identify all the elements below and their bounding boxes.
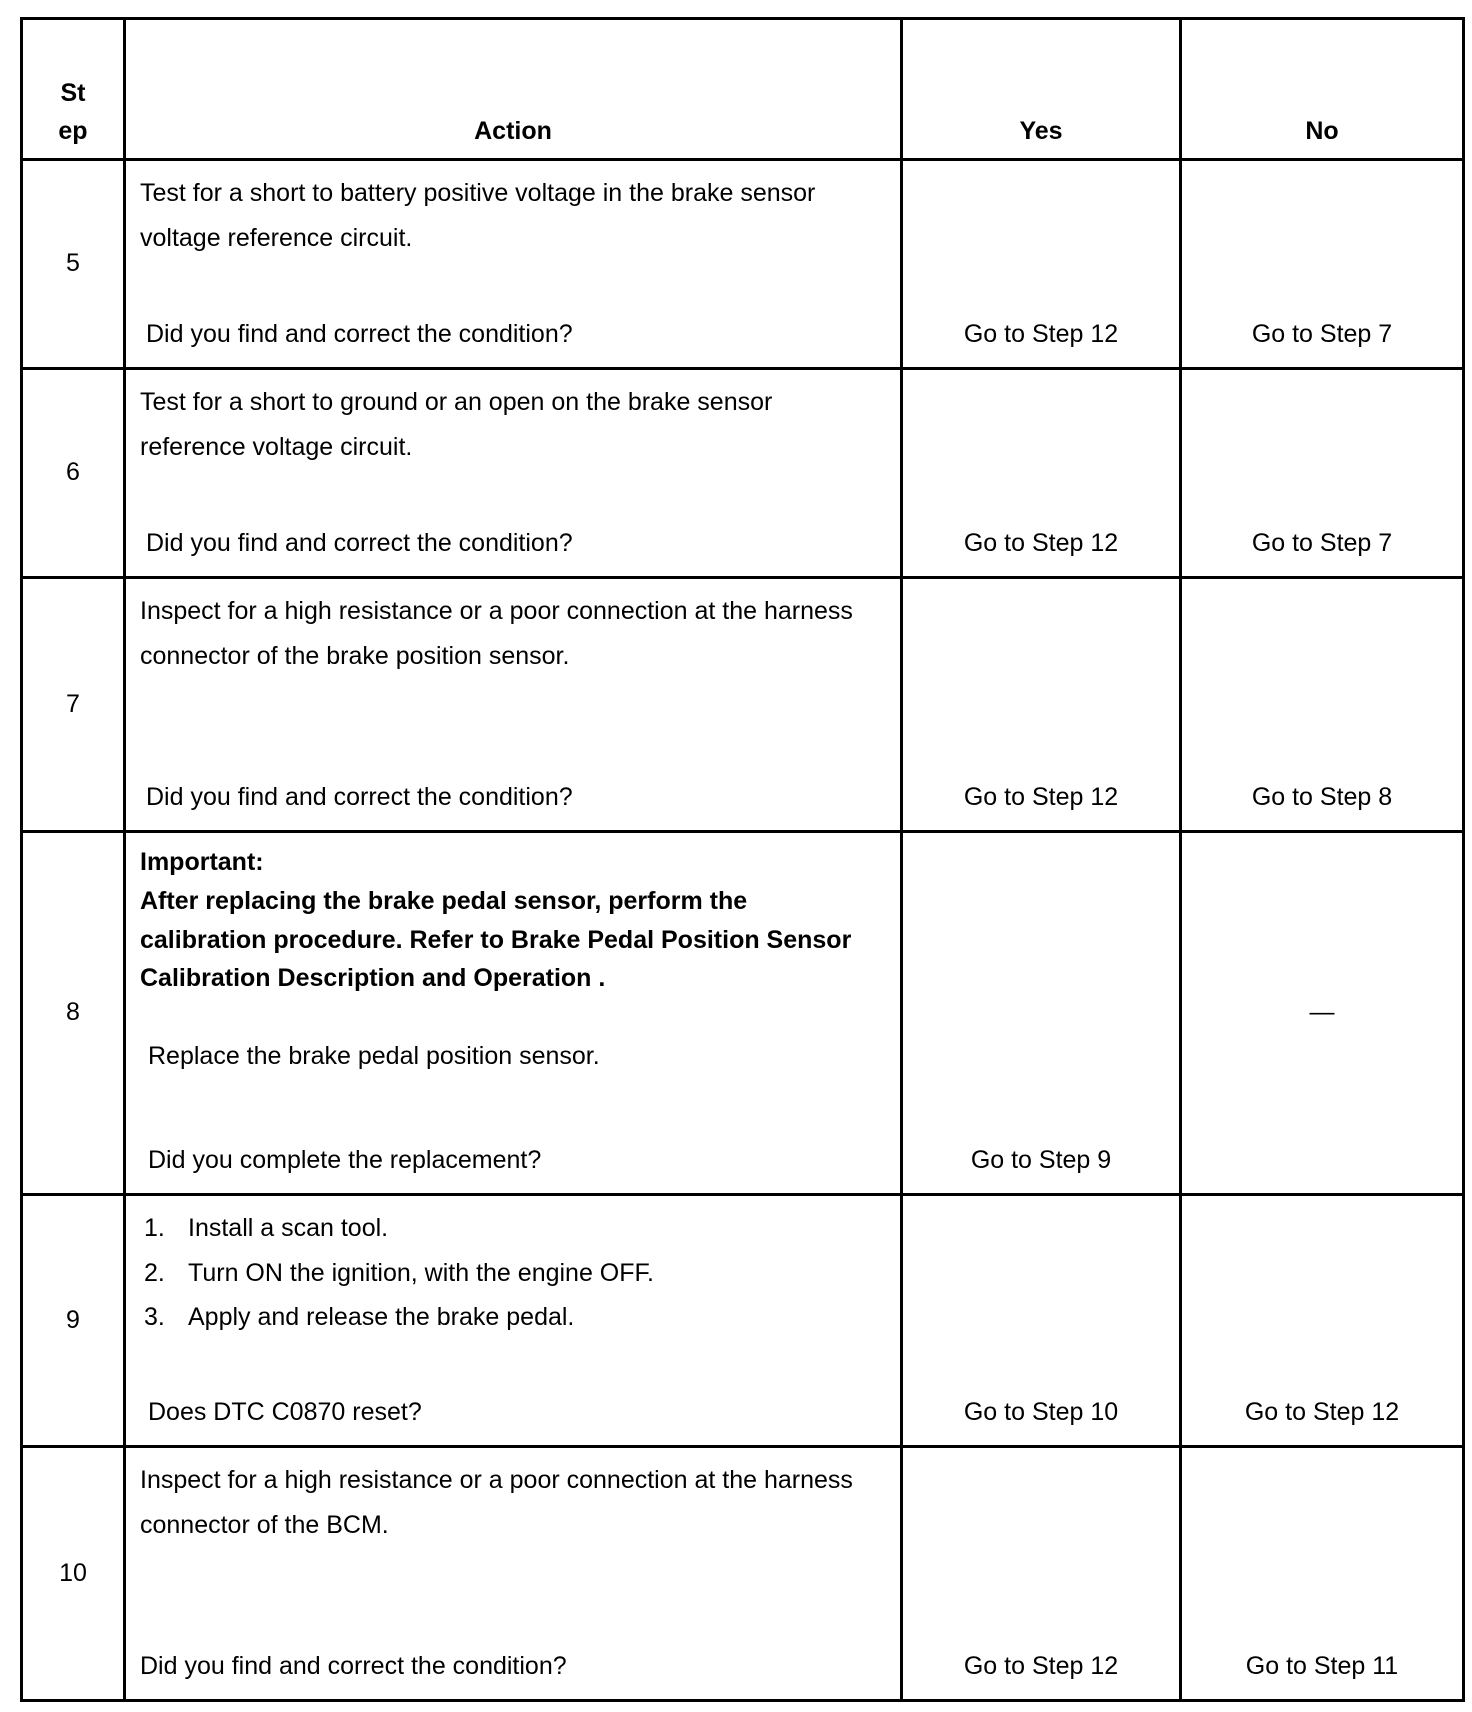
action-description: Inspect for a high resistance or a poor connection at the harness connector of the BCM. xyxy=(140,1466,853,1539)
action-content xyxy=(140,1458,880,1685)
list-item xyxy=(144,1295,880,1340)
no-result: Go to Step 11 xyxy=(1181,1447,1464,1701)
action-content xyxy=(140,380,880,562)
no-result: Go to Step 12 xyxy=(1181,1195,1464,1447)
important-label: Important: xyxy=(140,848,264,876)
step-index: 2. xyxy=(144,1258,165,1287)
yes-result: Go to Step 12 xyxy=(902,578,1181,832)
step-number: 7 xyxy=(22,578,125,832)
table-row xyxy=(22,578,1464,832)
yes-result: Go to Step 12 xyxy=(902,1447,1181,1701)
action-cell xyxy=(125,578,902,832)
step-number: 9 xyxy=(22,1195,125,1447)
action-content xyxy=(140,171,880,353)
step-text: Turn ON the ignition, with the engine OFF. xyxy=(188,1258,654,1287)
header-step-line-1: St xyxy=(60,79,86,107)
diagnostic-table xyxy=(20,17,1465,1702)
action-question: Did you find and correct the condition? xyxy=(140,1651,567,1680)
action-cell xyxy=(125,369,902,578)
header-no: No xyxy=(1181,19,1464,160)
action-content xyxy=(140,843,880,1179)
step-number: 8 xyxy=(22,832,125,1195)
action-content xyxy=(140,589,880,816)
header-step xyxy=(22,19,125,160)
list-item xyxy=(144,1206,880,1251)
important-text: After replacing the brake pedal sensor, perform the calibration procedure. Refer to Brake Pedal Position Sensor Calibration Description and Operation . xyxy=(140,886,852,993)
table-row xyxy=(22,1195,1464,1447)
step-number: 10 xyxy=(22,1447,125,1701)
no-result: Go to Step 8 xyxy=(1181,578,1464,832)
header-step-line-2: ep xyxy=(58,116,88,145)
table-row xyxy=(22,1447,1464,1701)
action-question: Did you find and correct the condition? xyxy=(146,782,573,811)
procedure-steps xyxy=(140,1206,880,1340)
yes-result: Go to Step 12 xyxy=(902,160,1181,369)
header-yes: Yes xyxy=(902,19,1181,160)
action-question: Does DTC C0870 reset? xyxy=(148,1397,422,1426)
step-text: Install a scan tool. xyxy=(188,1214,389,1242)
no-result: Go to Step 7 xyxy=(1181,369,1464,578)
action-question: Did you complete the replacement? xyxy=(148,1145,542,1174)
action-description: Test for a short to battery positive voltage in the brake sensor voltage reference circuit. xyxy=(140,179,816,252)
step-index: 3. xyxy=(144,1303,165,1331)
action-description: Inspect for a high resistance or a poor connection at the harness connector of the brake position sensor. xyxy=(140,597,853,670)
action-content xyxy=(140,1206,880,1431)
yes-result: Go to Step 9 xyxy=(902,832,1181,1195)
step-text: Apply and release the brake pedal. xyxy=(188,1303,575,1331)
action-cell xyxy=(125,160,902,369)
important-block xyxy=(140,843,880,998)
header-action: Action xyxy=(125,19,902,160)
action-cell xyxy=(125,1447,902,1701)
header-row xyxy=(22,19,1464,160)
action-cell xyxy=(125,832,902,1195)
step-index: 1. xyxy=(144,1214,165,1242)
action-question: Did you find and correct the condition? xyxy=(146,319,573,348)
step-number: 5 xyxy=(22,160,125,369)
action-description: Test for a short to ground or an open on the brake sensor reference voltage circuit. xyxy=(140,388,773,461)
no-result: — xyxy=(1181,832,1464,1195)
list-item xyxy=(144,1251,880,1296)
action-cell xyxy=(125,1195,902,1447)
step-number: 6 xyxy=(22,369,125,578)
table-row xyxy=(22,369,1464,578)
action-question: Did you find and correct the condition? xyxy=(146,528,573,557)
important-note xyxy=(140,843,880,1130)
yes-result: Go to Step 12 xyxy=(902,369,1181,578)
table-row xyxy=(22,832,1464,1195)
action-description: Replace the brake pedal position sensor. xyxy=(148,1042,600,1070)
table-row xyxy=(22,160,1464,369)
yes-result: Go to Step 10 xyxy=(902,1195,1181,1447)
no-result: Go to Step 7 xyxy=(1181,160,1464,369)
